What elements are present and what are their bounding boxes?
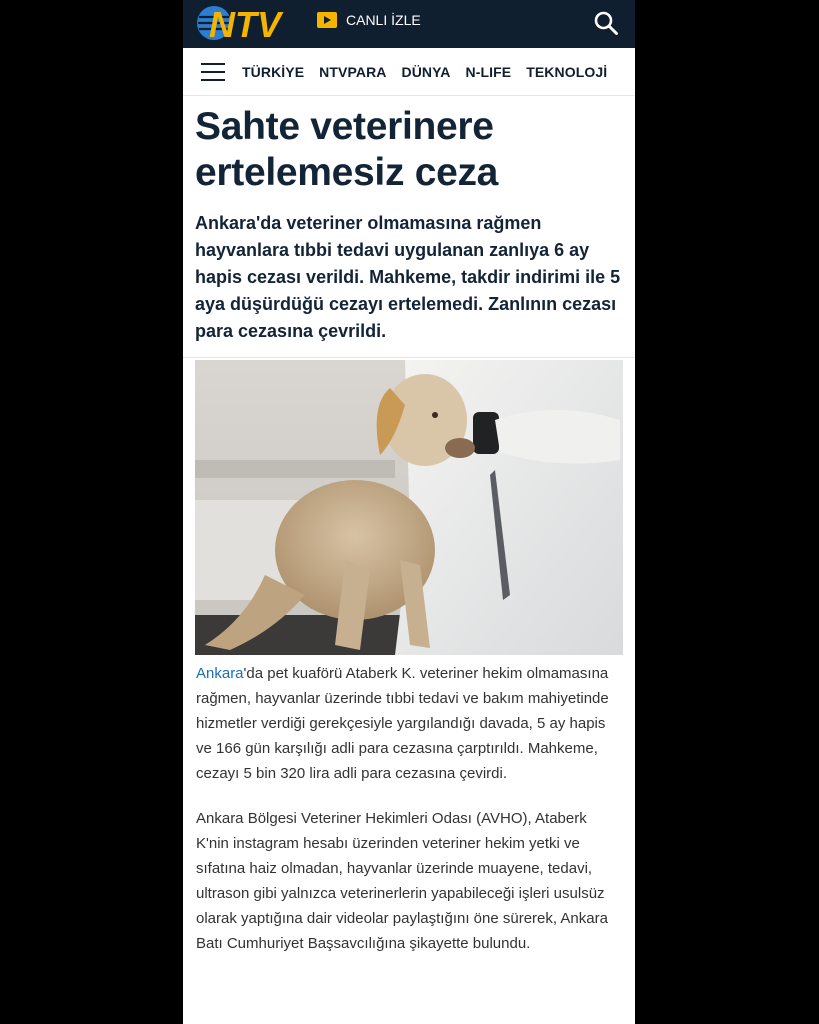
ankara-link[interactable]: Ankara — [196, 665, 244, 682]
paragraph-2: Ankara Bölgesi Veteriner Hekimleri Odası (AVHO), Ataberk K'nin instagram hesabı üzerinden veteriner hekim yetki ve sıfatına haiz olmadan, hayvanlar üzerinde muayene, tedavi, ultrason gibi yalnızca veterinerlerin yapabileceği işleri usulsüz olarak yaptığına dair videolar paylaştığını öne sürerek, Ankara Batı Cumhuriyet Başsavcılığına şikayette bulundu. — [196, 810, 608, 952]
paragraph-1-text: 'da pet kuaförü Ataberk K. veteriner hekim olmamasına rağmen, hayvanlar üzerinde tıbbi tedavi ve bakım mahiyetinde hizmetler verdiği gerekçesiyle yargılandığı davada, 5 ay hapis ve 166 gün karşılığı adli para cezasına çarptırıldı. Mahkeme, cezayı 5 bin 320 lira adli para cezasına çevirdi. — [196, 665, 609, 782]
logo-text: NTV — [209, 4, 281, 43]
article-body — [196, 661, 623, 956]
live-tv-button[interactable] — [317, 12, 421, 28]
nav-item-dunya[interactable]: DÜNYA — [401, 63, 451, 80]
nav-item-teknoloji[interactable]: TEKNOLOJİ — [526, 63, 608, 80]
live-label: CANLI İZLE — [346, 12, 421, 28]
nav-item-ntvpara[interactable]: NTVPARA — [319, 63, 387, 80]
article-photo[interactable] — [195, 360, 623, 655]
menu-icon[interactable] — [201, 63, 225, 81]
article-photo-container — [183, 357, 635, 655]
nav-item-nlife[interactable]: N-LIFE — [465, 63, 512, 80]
article-title — [195, 104, 623, 196]
nav-item-turkiye[interactable]: TÜRKİYE — [242, 63, 305, 80]
paragraph-1 — [196, 661, 623, 786]
phone-screen — [183, 0, 635, 1024]
search-icon[interactable] — [593, 10, 619, 36]
article-spot: Ankara'da veteriner olmamasına rağmen hayvanlara tıbbi tedavi uygulanan zanlıya 6 ay hapis cezası verildi. Mahkeme, takdir indirimi ile 5 aya düşürdüğü cezayı ertelemedi. Zanlının cezası para cezasına çevrildi. — [195, 213, 621, 341]
play-icon — [317, 12, 337, 28]
title-line-1: Sahte veterinere — [195, 105, 494, 148]
top-header — [183, 0, 635, 48]
category-nav — [183, 48, 635, 96]
ntv-logo[interactable] — [195, 3, 303, 43]
title-line-2: ertelemesiz ceza — [195, 151, 499, 194]
